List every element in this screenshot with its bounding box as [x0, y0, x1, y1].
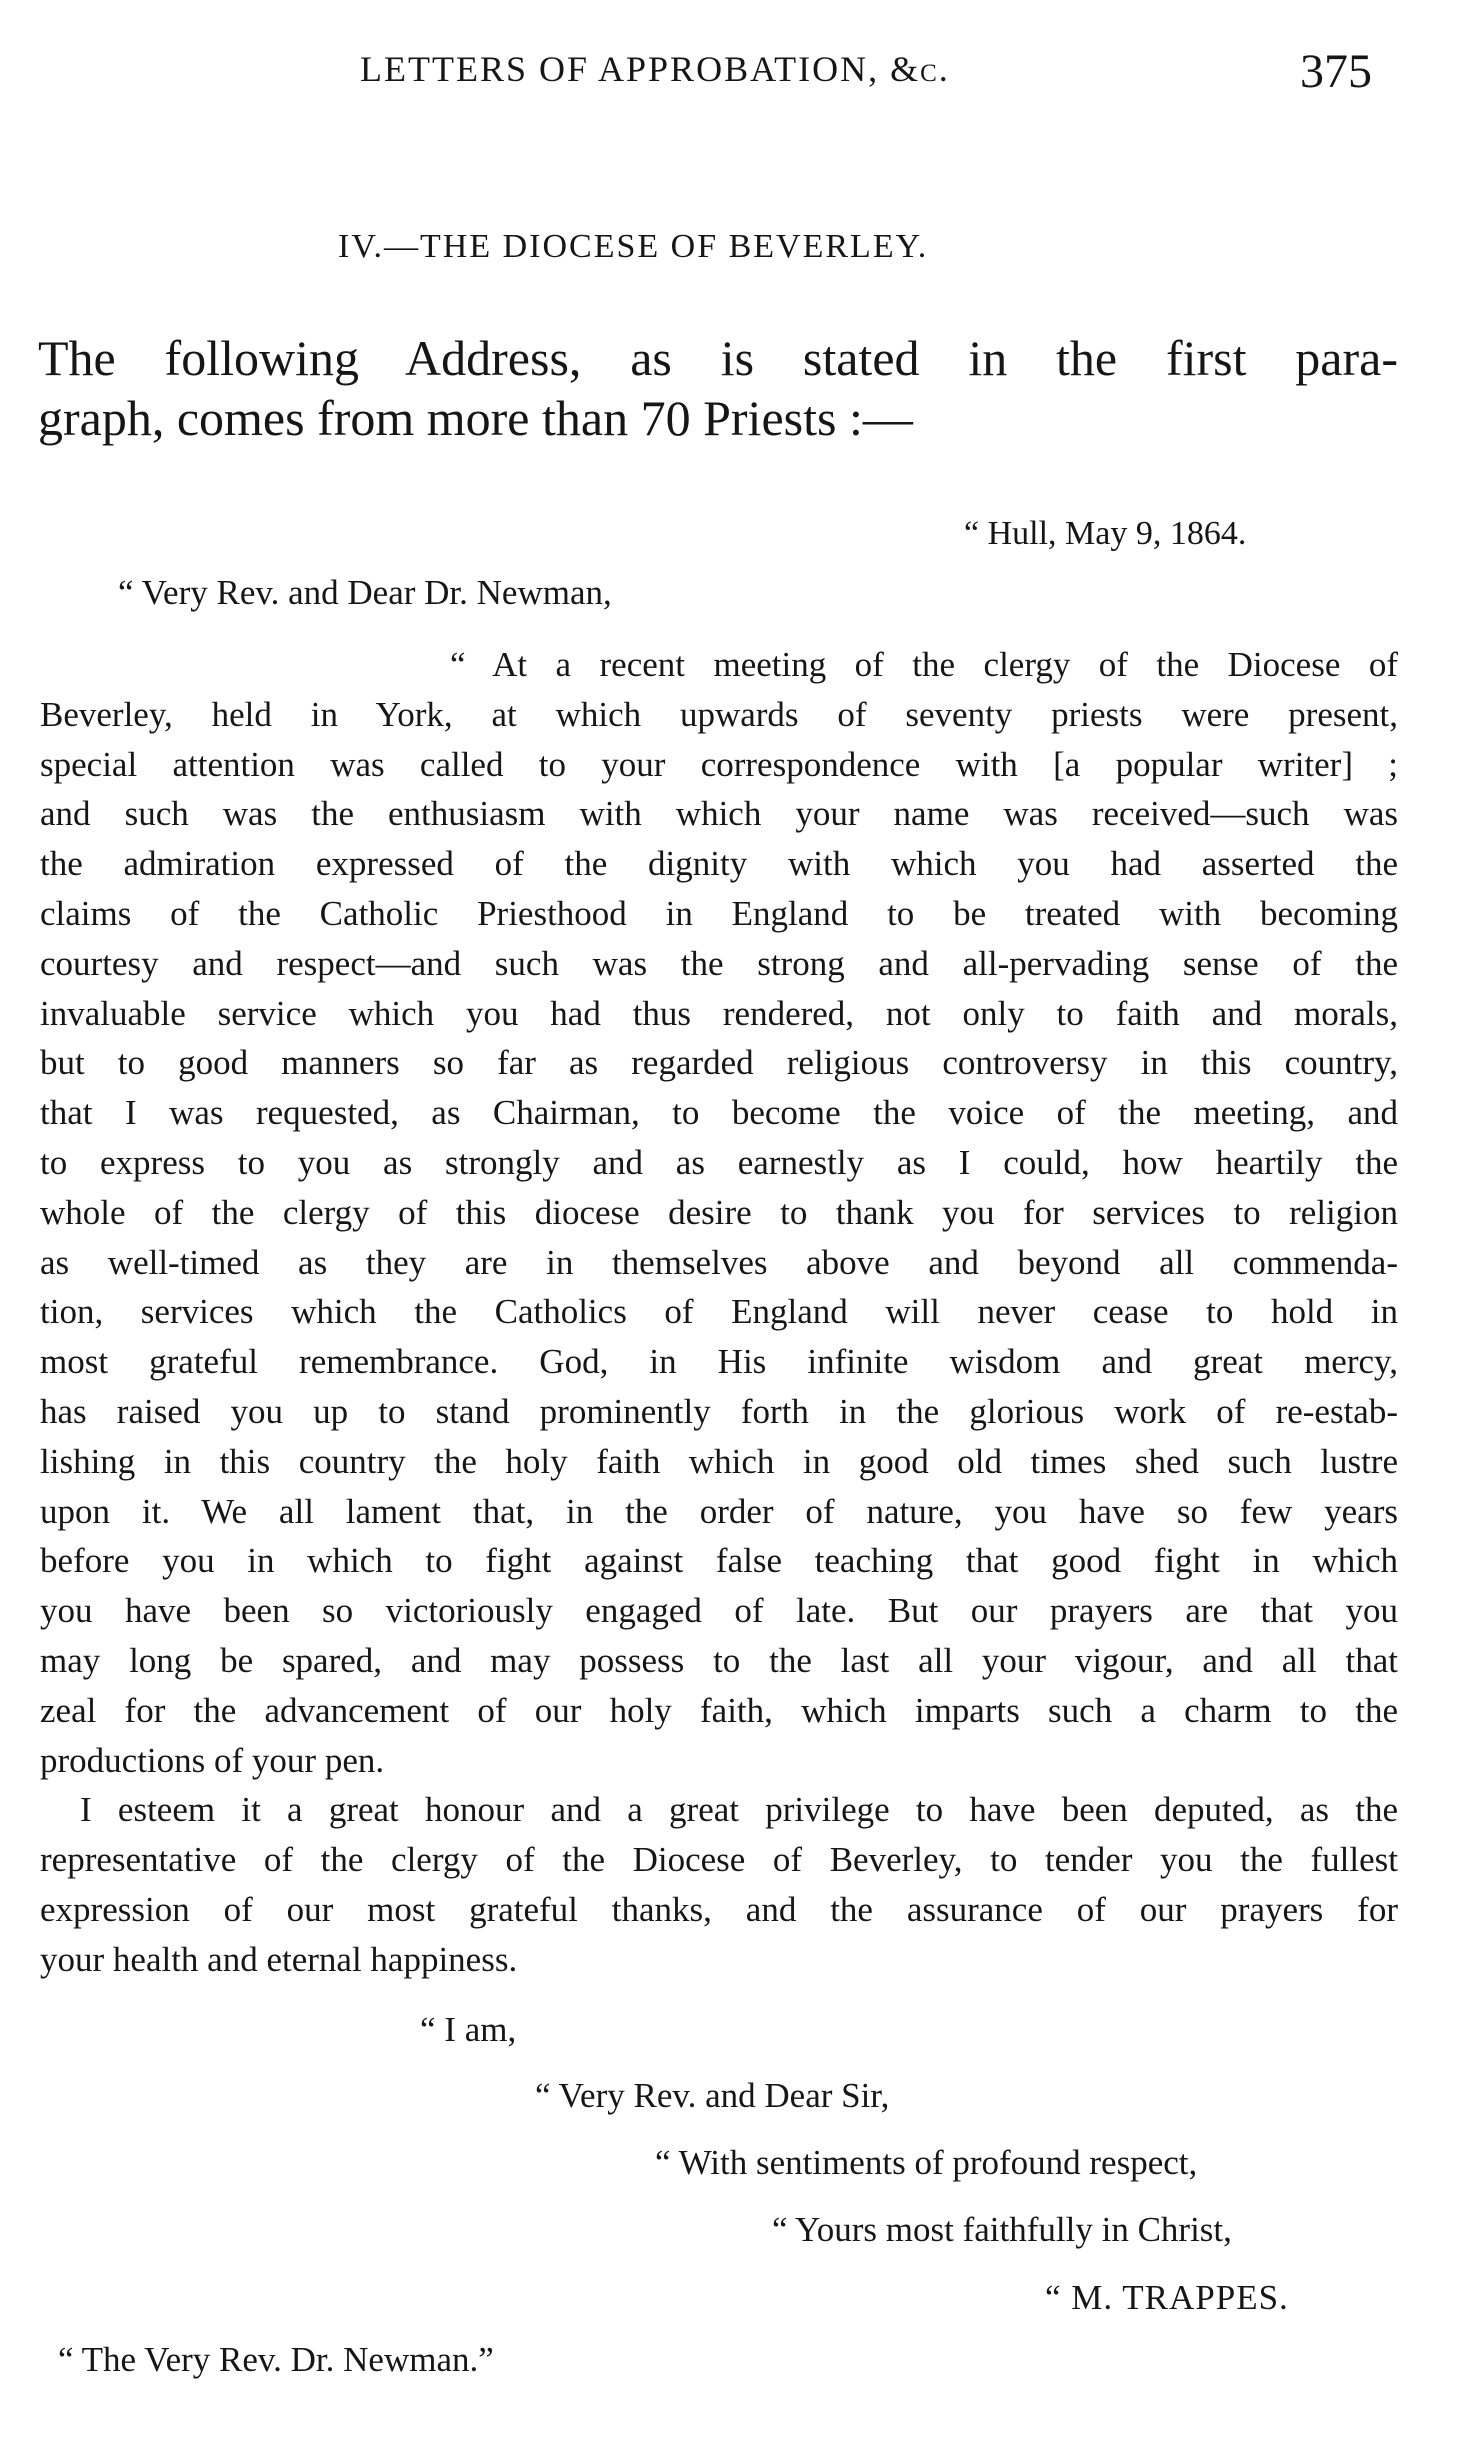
body-line: and such was the enthusiasm with which your name was received—such was — [40, 794, 1398, 834]
body-line: productions of your pen. — [40, 1740, 385, 1780]
body-line: you have been so victoriously engaged of late. But our prayers are that you — [40, 1591, 1398, 1631]
closing-line: “ Very Rev. and Dear Sir, — [535, 2076, 890, 2115]
body-line: claims of the Catholic Priesthood in England to be treated with becoming — [40, 893, 1398, 933]
section-heading: IV.—THE DIOCESE OF BEVERLEY. — [338, 228, 929, 265]
body-line: Beverley, held in York, at which upwards of seventy priests were present, — [40, 694, 1398, 734]
body-line: whole of the clergy of this diocese desire to thank you for services to religion — [40, 1192, 1398, 1232]
body-line: I esteem it a great honour and a great privilege to have been deputed, as the — [80, 1790, 1398, 1830]
body-line: the admiration expressed of the dignity with which you had asserted the — [40, 844, 1398, 884]
body-line: representative of the clergy of the Diocese of Beverley, to tender you the fullest — [40, 1840, 1398, 1880]
body-line: your health and eternal happiness. — [40, 1939, 518, 1979]
body-line: expression of our most grateful thanks, and the assurance of our prayers for — [40, 1889, 1398, 1929]
intro-paragraph — [38, 328, 1398, 448]
body-line: but to good manners so far as regarded religious controversy in this country, — [40, 1043, 1398, 1083]
body-line: as well-timed as they are in themselves above and beyond all commenda- — [40, 1242, 1398, 1282]
running-head: LETTERS OF APPROBATION, &c. — [360, 49, 950, 89]
body-line: before you in which to fight against false teaching that good fight in which — [40, 1541, 1398, 1581]
signature: “ M. TRAPPES. — [1045, 2278, 1289, 2317]
body-line: zeal for the advancement of our holy faith, which imparts such a charm to the — [40, 1690, 1398, 1730]
body-line: that I was requested, as Chairman, to become the voice of the meeting, and — [40, 1093, 1398, 1133]
closing-line: “ Yours most faithfully in Christ, — [772, 2210, 1232, 2249]
body-line: may long be spared, and may possess to the last all your vigour, and all that — [40, 1640, 1398, 1680]
body-line: “ At a recent meeting of the clergy of the Diocese of — [450, 645, 1398, 684]
intro-line: graph, comes from more than 70 Priests :— — [38, 390, 913, 446]
body-line: invaluable service which you had thus rendered, not only to faith and morals, — [40, 993, 1398, 1033]
body-line: upon it. We all lament that, in the order of nature, you have so few years — [40, 1491, 1398, 1531]
body-line: has raised you up to stand prominently forth in the glorious work of re-estab- — [40, 1391, 1398, 1431]
body-line: to express to you as strongly and as earnestly as I could, how heartily the — [40, 1142, 1398, 1182]
closing-line: “ With sentiments of profound respect, — [655, 2143, 1198, 2182]
body-line: lishing in this country the holy faith which in good old times shed such lustre — [40, 1441, 1398, 1481]
body-line: courtesy and respect—and such was the strong and all-pervading sense of the — [40, 943, 1398, 983]
letter-dateline: “ Hull, May 9, 1864. — [964, 515, 1247, 552]
body-line: tion, services which the Catholics of England will never cease to hold in — [40, 1292, 1398, 1332]
intro-line: The following Address, as is stated in the first para- — [38, 330, 1398, 386]
letter-body — [40, 640, 1398, 1985]
body-line: special attention was called to your correspondence with [a popular writer] ; — [40, 744, 1398, 784]
addressee: “ The Very Rev. Dr. Newman.” — [58, 2340, 494, 2379]
page-number: 375 — [1300, 45, 1372, 98]
closing-line: “ I am, — [420, 2010, 517, 2049]
letter-salutation: “ Very Rev. and Dear Dr. Newman, — [118, 573, 612, 612]
body-line: most grateful remembrance. God, in His infinite wisdom and great mercy, — [40, 1342, 1398, 1382]
